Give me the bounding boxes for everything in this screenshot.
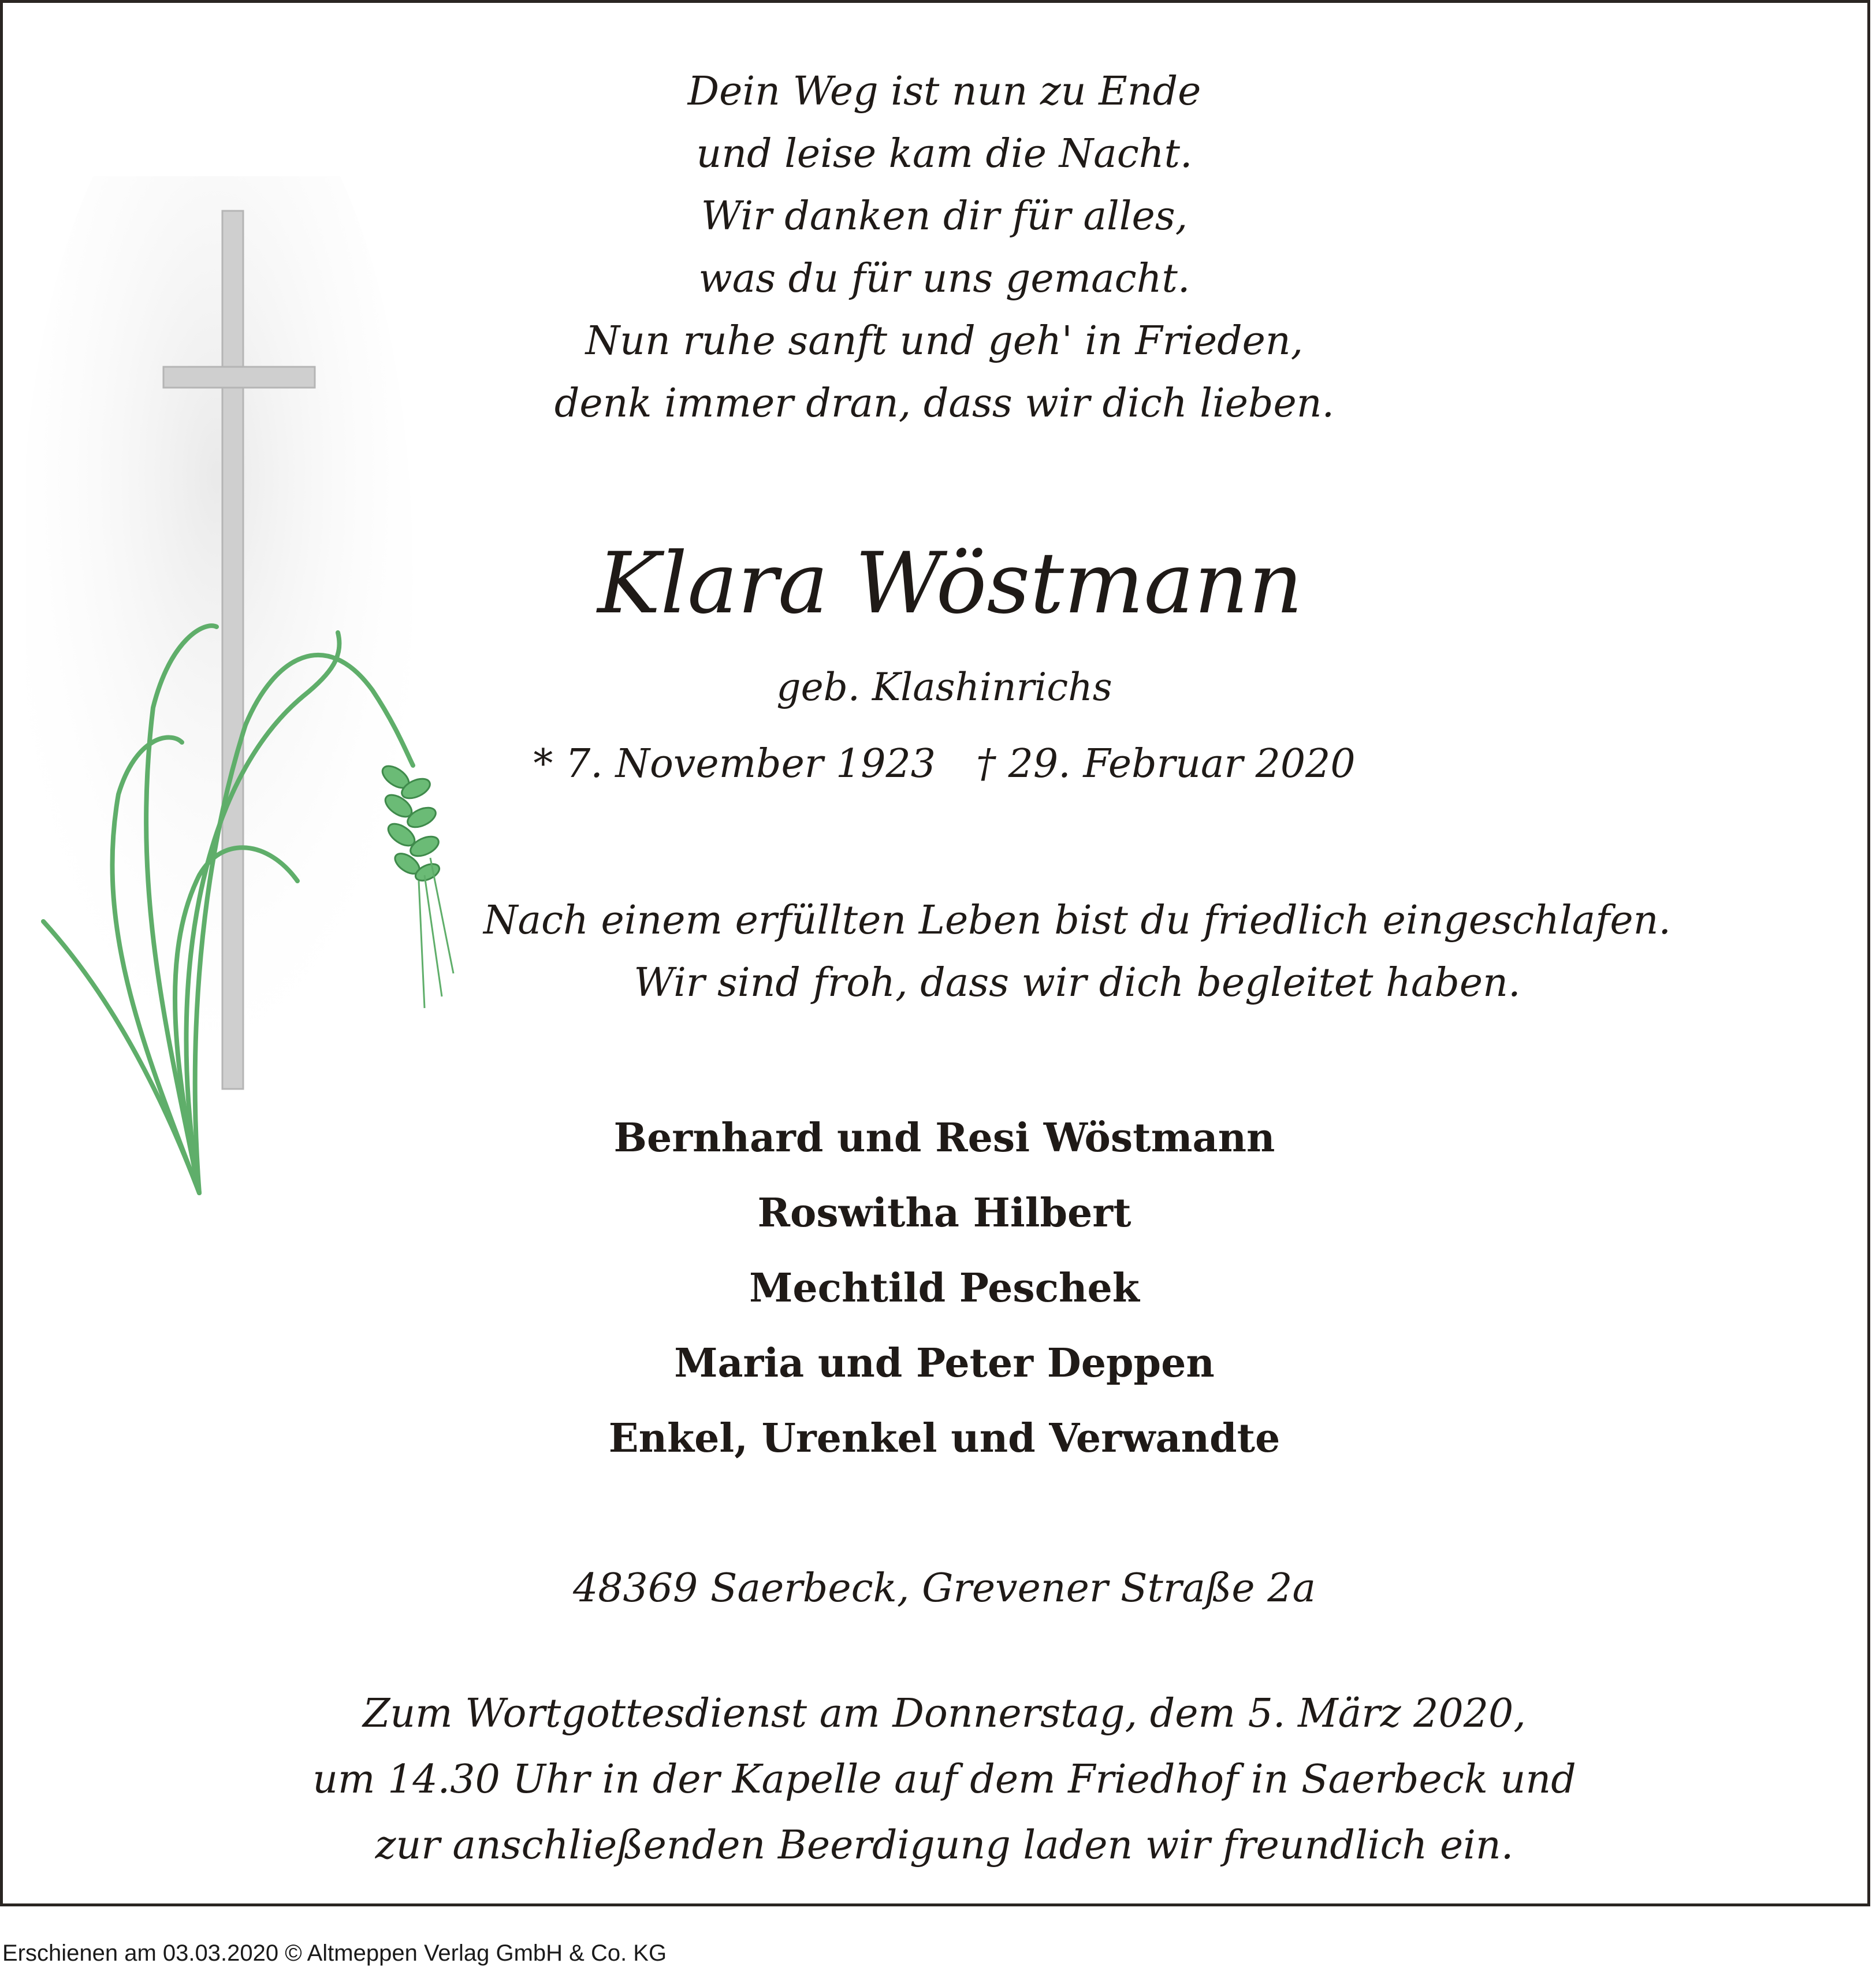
farewell-message: [453, 890, 1701, 1014]
birth-date: * 7. November 1923: [533, 741, 936, 787]
mourner-entry: Maria und Peter Deppen: [674, 1340, 1215, 1386]
birth-name: geb. Klashinrichs: [776, 665, 1112, 709]
mourner-entry: Roswitha Hilbert: [757, 1190, 1131, 1236]
mourner-entry: Bernhard und Resi Wöstmann: [613, 1115, 1275, 1161]
poem-line: denk immer dran, dass wir dich lieben.: [554, 381, 1335, 426]
death-date: † 29. Februar 2020: [976, 741, 1356, 787]
address: 48369 Saerbeck, Grevener Straße 2a: [572, 1566, 1316, 1611]
poem-line: Wir danken dir für alles,: [701, 194, 1188, 239]
life-dates: [500, 737, 1389, 792]
cross-with-wheat-icon: [26, 176, 465, 1228]
deceased-name: Klara Wöstmann: [597, 534, 1303, 633]
publication-footer: Erschienen am 03.03.2020 © Altmeppen Verlag GmbH & Co. KG: [2, 1940, 667, 1966]
poem-line: was du für uns gemacht.: [698, 256, 1190, 302]
poem-line: Nun ruhe sanft und geh' in Frieden,: [585, 318, 1304, 364]
poem-line: und leise kam die Nacht.: [696, 131, 1193, 177]
message-line: Wir sind froh, dass wir dich begleitet haben.: [634, 960, 1521, 1006]
service-notice: [222, 1681, 1666, 1879]
message-line: Nach einem erfüllten Leben bist du friedlich eingeschlafen.: [483, 898, 1672, 943]
mourner-entry: Enkel, Urenkel und Verwandte: [608, 1415, 1281, 1462]
poem: [407, 61, 1482, 435]
service-line: zur anschließenden Beerdigung laden wir freundlich ein.: [375, 1823, 1514, 1868]
service-line: Zum Wortgottesdienst am Donnerstag, dem 5. März 2020,: [363, 1691, 1526, 1737]
mourner-entry: Mechtild Peschek: [749, 1265, 1140, 1311]
service-line: um 14.30 Uhr in der Kapelle auf dem Friedhof in Saerbeck und: [312, 1757, 1576, 1802]
mourners-list: [523, 1100, 1366, 1476]
poem-line: Dein Weg ist nun zu Ende: [687, 69, 1201, 114]
